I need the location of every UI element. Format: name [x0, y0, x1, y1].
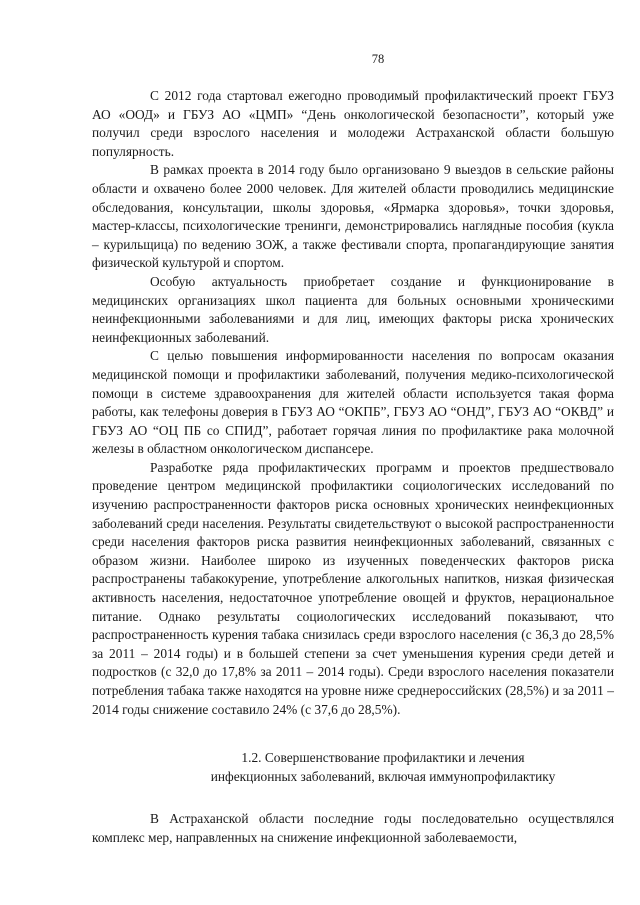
section-heading	[92, 749, 614, 786]
paragraph-3: Особую актуальность приобретает создание и функционирование в медицинских организациях школ пациента для больных основными хроническими неинфекционными заболеваниями и для лиц, имеющих факторы риска хронических неинфекционных заболеваний.	[92, 273, 614, 345]
paragraph-2: В рамках проекта в 2014 году было организовано 9 выездов в сельские районы области и охвачено более 2000 человек. Для жителей области проводились медицинские обследования, консультации, школы здоровья, «Ярмарка здоровья», точки здоровья, мастер-классы, психологические тренинги, демонстрировались наглядные пособия (кукла – курильщица) по ведению ЗОЖ, а также фестивали спорта, пропагандирующие занятия физической культурой и спортом.	[92, 162, 614, 271]
section-heading-line-1: 1.2. Совершенствование профилактики и лечения	[241, 750, 525, 766]
paragraph-5: Разработке ряда профилактических программ и проектов предшествовало проведение центром медицинской профилактики социологических исследований по изучению распространенности факторов риска основных хронических неинфекционных заболеваний среди населения. Результаты свидетельствуют о высокой распространенности среди населения факторов риска развития неинфекционных заболеваний, связанных с образом жизни. Наиболее широко из изученных поведенческих факторов риска распространены табакокурение, употребление алкогольных напитков, низкая физическая активность населения, недостаточное употребление овощей и фруктов, нерациональное питание. Однако результаты социологических исследований показывают, что распространенность курения табака снизилась среди взрослого населения (с 36,3 до 28,5% за 2011 – 2014 годы) и в большей степени за счет уменьшения курения среди детей и подростков (с 32,0 до 17,8% за 2011 – 2014 годы). Среди взрослого населения показатели потребления табака также находятся на уровне ниже среднероссийских (28,5%) и за 2011 – 2014 годы снижение составило 24% (с 37,6 до 28,5%).	[92, 459, 614, 717]
paragraph-4: С целью повышения информированности населения по вопросам оказания медицинской помощи и профилактики заболеваний, получения медико-психологической помощи в системе здравоохранения для жителей области используется такая форма работы, как телефоны доверия в ГБУЗ АО “ОКПБ”, ГБУЗ АО “ОНД”, ГБУЗ АО “ОКВД” и ГБУЗ АО “ОЦ ПБ со СПИД”, работает горячая линия по профилактике рака молочной железы в областном онкологическом диспансере.	[92, 348, 614, 457]
section-heading-line-2: инфекционных заболеваний, включая иммунопрофилактику	[210, 768, 556, 784]
paragraph-6: В Астраханской области последние годы последовательно осуществлялся комплекс мер, направленных на снижение инфекционной заболеваемости,	[92, 811, 614, 845]
page-number: 78	[371, 52, 385, 66]
paragraph-1: С 2012 года стартовал ежегодно проводимый профилактический проект ГБУЗ АО «ООД» и ГБУЗ АО «ЦМП» “День онкологической безопасности”, который уже получил среди взрослого населения и молодежи Астраханской области большую популярность.	[92, 88, 614, 159]
